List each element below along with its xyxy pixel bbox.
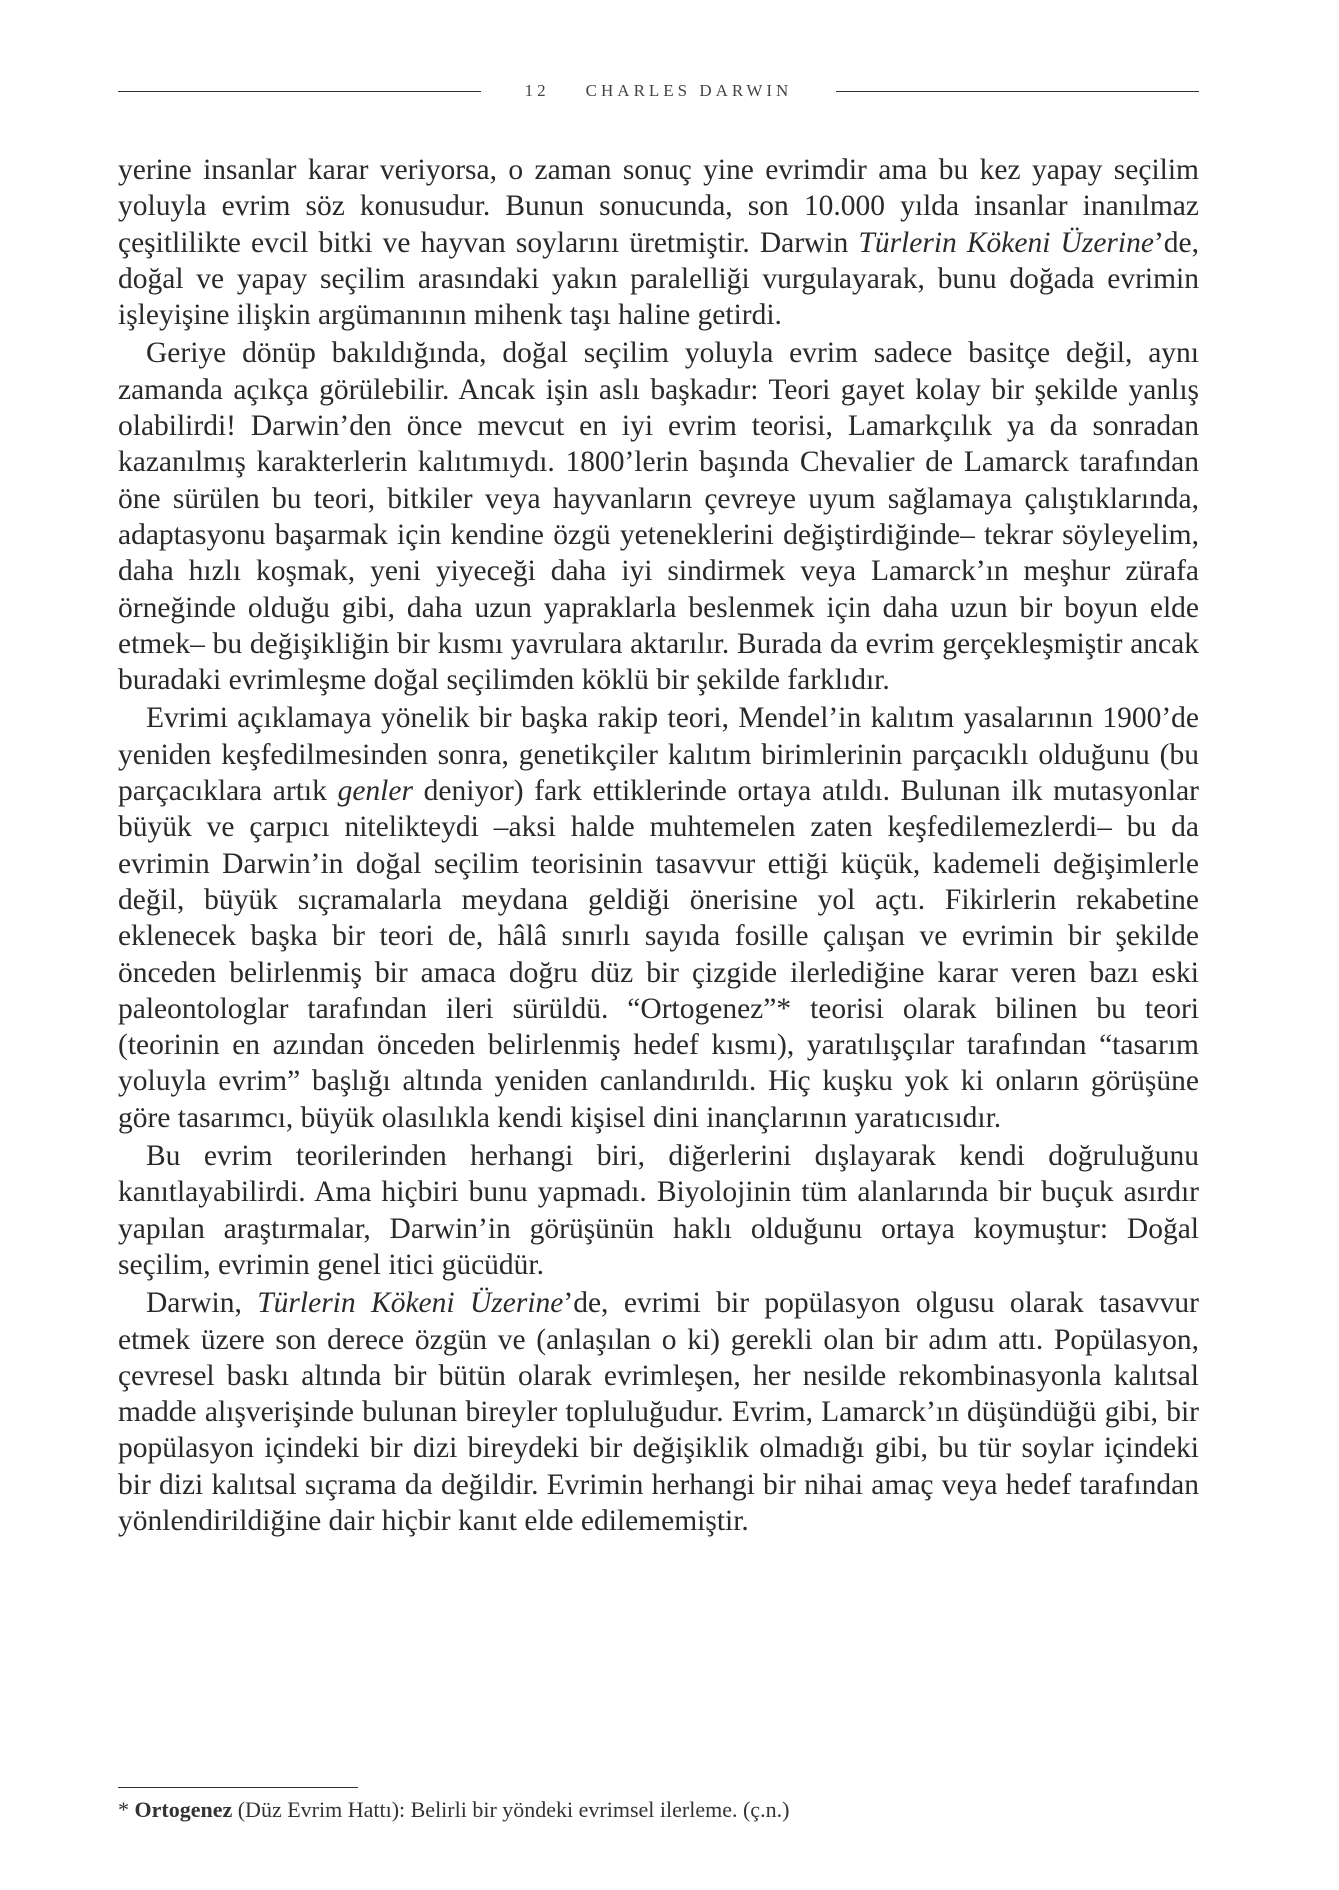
text-segment: Evrimi açıklamaya yönelik bir başka rakip teori, Mendel’in kalıtım yasalarının 1900’de yeniden keşfedilmesinden sonra, genetikçiler kalıtım birimlerinin parçacıklı olduğunu (bu parçacıklara artık (118, 702, 1199, 808)
text-segment: yerine insanlar karar veriyorsa, o zaman sonuç yine evrimdir ama bu kez yapay seçilim yoluyla evrim söz konusudur. Bunun sonucunda, son 10.000 yılda insanlar inanılmaz çeşitlilikte evcil bitki ve hayvan soylarını üretmiştir. Darwin (118, 154, 1199, 259)
text-segment: Geriye dönüp bakıldığında, doğal seçilim yoluyla evrim sadece basitçe değil, aynı zamanda açıkça görülebilir. Ancak işin aslı başkadır: Teori gayet kolay bir şekilde yanlış olabilirdi! Darwin’den önce mevcut en iyi evrim teorisi, Lamarkçılık ya da sonradan kazanılmış karakterlerin kalıtımıydı. 1800’lerin başında Chevalier de Lamarck tarafından öne sürülen bu teori, bitkiler veya hayvanların çevreye uyum sağlamaya çalıştıklarında, adaptasyonu başarmak için kendine özgü yeteneklerini değiştirdiğinde– tekrar söyleyelim, daha hızlı koşmak, yeni yiyeceği daha iyi sindirmek veya Lamarck’ın meşhur zürafa örneğinde olduğu gibi, daha uzun yapraklarla beslenmek için daha uzun bir boyun elde etmek– bu değişikliğin bir kısmı yavrulara aktarılır. Burada da evrim gerçekleşmiştir ancak buradaki evrimleşme doğal seçilimden köklü bir şekilde farklıdır. (118, 337, 1199, 697)
text-segment: Bu evrim teorilerinden herhangi biri, diğerlerini dışlayarak kendi doğruluğunu kanıtlayabilirdi. Ama hiçbiri bunu yapmadı. Biyolojinin tüm alanlarında bir buçuk asırdır yapılan araştırmalar, Darwin’in görüşünün haklı olduğunu ortaya koymuştur: Doğal seçilim, evrimin genel itici gücüdür. (118, 1140, 1199, 1281)
footnote-term: Ortogenez (134, 1797, 233, 1822)
book-title: Türlerin Kökeni Üzerine (257, 1287, 564, 1320)
footnote-marker: * (118, 1797, 135, 1822)
paragraph (118, 1138, 1199, 1283)
text-segment: deniyor) fark ettiklerinde ortaya atıldı. Bulunan ilk mutasyonlar büyük ve çarpıcı nitelikteydi –aksi halde muhtemelen zaten keşfedilemezlerdi– bu da evrimin Darwin’in doğal seçilim teorisinin tasavvur ettiği küçük, kademeli değişimlerle değil, büyük sıçramalarla meydana geldiği önerisine yol açtı. Fikirlerin rekabetine eklenecek başka bir teori de, hâlâ sınırlı sayıda fosille çalışan ve evrimin bir şekilde önceden belirlenmiş bir amaca doğru düz bir çizgide ilerlediğine karar veren bazı eski paleontologlar tarafından ileri sürüldü. “Ortogenez”* teorisi olarak bilinen bu teori (teorinin en azından önceden belirlenmiş hedef kısmı), yaratılışçılar tarafından “tasarım yoluyla evrim” başlığı altında yeniden canlandırıldı. Hiç kuşku yok ki onların görüşüne göre tasarımcı, büyük olasılıkla kendi kişisel dini inançlarının yaratıcısıdır. (118, 775, 1199, 1134)
footnote-text: (Düz Evrim Hattı): Belirli bir yöndeki evrimsel ilerleme. (ç.n.) (232, 1797, 790, 1822)
paragraph (118, 152, 1199, 333)
author-name: CHARLES DARWIN (585, 81, 793, 100)
header-text (481, 81, 837, 101)
body-text (118, 152, 1199, 1539)
paragraph (118, 335, 1199, 698)
paragraph (118, 700, 1199, 1136)
text-segment: ’de, evrimi bir popülasyon olgusu olarak tasavvur etmek üzere son derece özgün ve (anlaşılan o ki) gerekli olan bir adım attı. Popülasyon, çevresel baskı altında bir bütün olarak evrimleşen, her nesilde rekombinasyonla kalıtsal madde alışverişinde bulunan bireyler topluluğudur. Evrim, Lamarck’ın düşündüğü gibi, bir popülasyon içindeki bir dizi bireydeki bir değişiklik olmadığı gibi, bu tür soylar içindeki bir dizi kalıtsal sıçrama da değildir. Evrimin herhangi bir nihai amaç veya hedef tarafından yönlendirildiğine dair hiçbir kanıt elde edilememiştir. (118, 1287, 1199, 1537)
paragraph (118, 1285, 1199, 1539)
italic-term: genler (337, 775, 413, 808)
book-title: Türlerin Kökeni Üzerine (858, 226, 1154, 259)
footnote-rule (118, 1787, 358, 1788)
text-segment: Darwin, (146, 1287, 258, 1320)
header-rule-right (836, 91, 1199, 92)
header-rule-left (118, 91, 481, 92)
footnote (118, 1795, 1199, 1825)
page-number: 12 (524, 81, 550, 100)
running-head (118, 76, 1199, 106)
text-segment: ’de, doğal ve yapay seçilim arasındaki yakın paralelliği vurgulayarak, bunu doğada evrimin işleyişine ilişkin argümanının mihenk taşı haline getirdi. (118, 226, 1199, 332)
